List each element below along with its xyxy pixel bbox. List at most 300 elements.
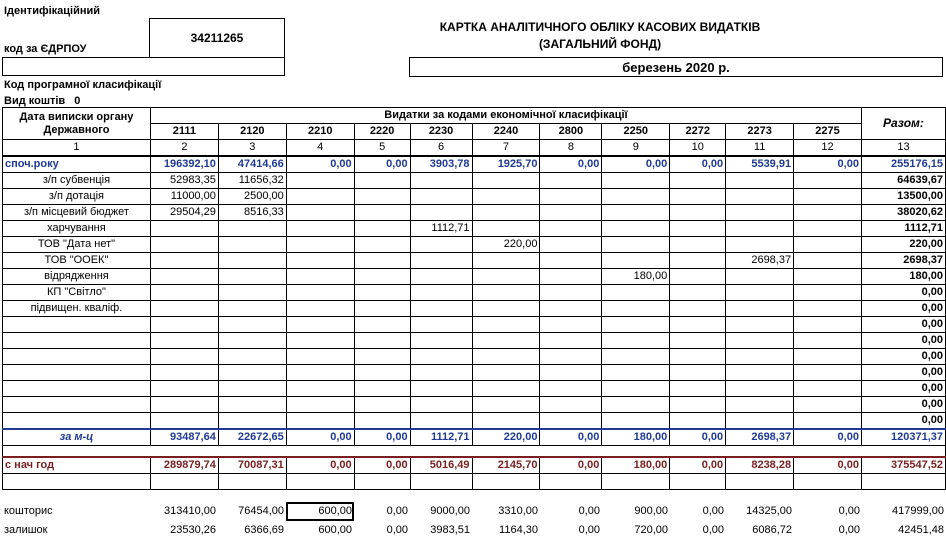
cell[interactable]: 5539,91 <box>726 156 794 173</box>
cell[interactable]: 2500,00 <box>218 189 286 205</box>
cell[interactable]: 220,00 <box>472 237 540 253</box>
cell[interactable] <box>670 221 726 237</box>
row-label[interactable]: з/п дотація <box>3 189 151 205</box>
row-label[interactable] <box>3 365 151 381</box>
cell[interactable]: 196392,10 <box>150 156 218 173</box>
cell[interactable] <box>670 253 726 269</box>
cell[interactable] <box>286 189 354 205</box>
cell[interactable] <box>602 333 670 349</box>
cell[interactable] <box>794 301 862 317</box>
cell[interactable] <box>670 269 726 285</box>
cell[interactable] <box>410 237 472 253</box>
row-label[interactable]: з/п субвенція <box>3 173 151 189</box>
cell[interactable] <box>472 474 540 490</box>
row-total[interactable]: 255176,15 <box>861 156 945 173</box>
cell[interactable] <box>602 349 670 365</box>
cell[interactable]: 0,00 <box>354 457 410 474</box>
cell[interactable] <box>540 253 602 269</box>
cell[interactable] <box>670 333 726 349</box>
row-total[interactable]: 0,00 <box>861 365 945 381</box>
cell[interactable]: 220,00 <box>472 429 540 446</box>
table-row <box>3 156 946 173</box>
cell[interactable]: 14325,00 <box>746 505 792 517</box>
row-label[interactable] <box>3 333 151 349</box>
cell[interactable] <box>286 474 354 490</box>
cell[interactable] <box>794 474 862 490</box>
cell[interactable]: 23530,26 <box>170 524 216 536</box>
row-total[interactable]: 0,00 <box>861 413 945 430</box>
cell[interactable] <box>794 237 862 253</box>
cell[interactable] <box>726 317 794 333</box>
cell[interactable] <box>286 253 354 269</box>
cell[interactable]: 11000,00 <box>150 189 218 205</box>
cell[interactable] <box>410 269 472 285</box>
cell[interactable] <box>286 221 354 237</box>
row-total[interactable]: 0,00 <box>861 285 945 301</box>
row-label[interactable] <box>3 397 151 413</box>
cell[interactable]: 0,00 <box>670 156 726 173</box>
cell[interactable] <box>218 269 286 285</box>
cell[interactable]: 0,00 <box>702 524 724 536</box>
cell[interactable]: 0,00 <box>286 457 354 474</box>
cell[interactable] <box>670 189 726 205</box>
remainder-label[interactable]: залишок <box>4 524 48 536</box>
cell[interactable]: 11656,32 <box>218 173 286 189</box>
cell[interactable]: 0,00 <box>670 457 726 474</box>
cell[interactable] <box>218 381 286 397</box>
row-label[interactable]: підвищен. кваліф. <box>3 301 151 317</box>
cell[interactable] <box>540 413 602 430</box>
cell[interactable] <box>726 269 794 285</box>
cell[interactable] <box>354 205 410 221</box>
cell[interactable] <box>286 317 354 333</box>
row-label[interactable]: споч.року <box>3 156 151 173</box>
cell[interactable]: 5016,49 <box>410 457 472 474</box>
cell[interactable] <box>286 349 354 365</box>
cell[interactable] <box>150 397 218 413</box>
cell[interactable] <box>150 349 218 365</box>
cell[interactable] <box>670 381 726 397</box>
cell[interactable] <box>286 285 354 301</box>
cell[interactable] <box>150 365 218 381</box>
cell[interactable] <box>218 349 286 365</box>
row-total[interactable]: 38020,62 <box>861 205 945 221</box>
spacer-row <box>3 446 946 458</box>
remainder-total[interactable]: 42451,48 <box>898 524 944 536</box>
cell[interactable] <box>150 381 218 397</box>
cell[interactable] <box>794 349 862 365</box>
cell[interactable] <box>540 474 602 490</box>
cell[interactable] <box>602 381 670 397</box>
row-label[interactable] <box>3 381 151 397</box>
cell[interactable]: 0,00 <box>578 505 600 517</box>
cell[interactable]: 2698,37 <box>726 429 794 446</box>
cell[interactable] <box>150 237 218 253</box>
estimate-label[interactable]: кошторис <box>4 505 53 517</box>
cell[interactable]: 3310,00 <box>498 505 538 517</box>
cell[interactable] <box>540 349 602 365</box>
cell[interactable] <box>150 474 218 490</box>
cell[interactable] <box>354 365 410 381</box>
cell[interactable] <box>150 253 218 269</box>
cell[interactable] <box>410 285 472 301</box>
cell[interactable] <box>410 365 472 381</box>
cell[interactable] <box>540 381 602 397</box>
cell[interactable] <box>286 413 354 430</box>
cell[interactable] <box>218 221 286 237</box>
cell[interactable] <box>540 173 602 189</box>
cell[interactable] <box>670 365 726 381</box>
cell[interactable]: 0,00 <box>602 156 670 173</box>
cell[interactable] <box>540 269 602 285</box>
cell[interactable] <box>354 349 410 365</box>
cell[interactable]: 0,00 <box>286 156 354 173</box>
cell[interactable]: 70087,31 <box>218 457 286 474</box>
cell[interactable] <box>670 173 726 189</box>
cell[interactable]: 0,00 <box>354 429 410 446</box>
cell[interactable]: 9000,00 <box>430 505 470 517</box>
cell[interactable]: 0,00 <box>794 457 862 474</box>
cell[interactable] <box>726 397 794 413</box>
cell[interactable] <box>472 397 540 413</box>
cell[interactable]: 2698,37 <box>726 253 794 269</box>
row-total[interactable]: 64639,67 <box>861 173 945 189</box>
row-total[interactable]: 0,00 <box>861 349 945 365</box>
cell[interactable] <box>410 301 472 317</box>
cell[interactable] <box>286 301 354 317</box>
cell[interactable] <box>726 237 794 253</box>
row-total[interactable]: 13500,00 <box>861 189 945 205</box>
col-number: 9 <box>602 140 670 157</box>
program-input-line[interactable] <box>2 57 285 76</box>
cell[interactable]: 180,00 <box>602 269 670 285</box>
cell[interactable] <box>602 365 670 381</box>
cell[interactable] <box>794 413 862 430</box>
cell[interactable] <box>602 173 670 189</box>
cell[interactable] <box>354 285 410 301</box>
cell[interactable] <box>540 397 602 413</box>
cell[interactable]: 29504,29 <box>150 205 218 221</box>
cell[interactable] <box>218 317 286 333</box>
cell[interactable] <box>472 205 540 221</box>
cell[interactable] <box>354 317 410 333</box>
cell[interactable]: 0,00 <box>540 429 602 446</box>
cell[interactable] <box>540 237 602 253</box>
cell[interactable]: 313410,00 <box>164 505 216 517</box>
code-2800: 2800 <box>540 124 602 140</box>
cell[interactable] <box>670 413 726 430</box>
cell[interactable] <box>218 301 286 317</box>
cell[interactable] <box>472 269 540 285</box>
table-row <box>3 413 946 430</box>
cell[interactable] <box>602 237 670 253</box>
row-label[interactable] <box>3 413 151 430</box>
row-label[interactable]: с нач год <box>3 457 151 474</box>
cell[interactable] <box>410 205 472 221</box>
cell[interactable] <box>794 221 862 237</box>
cell[interactable] <box>150 301 218 317</box>
cell[interactable] <box>286 269 354 285</box>
cell[interactable] <box>670 237 726 253</box>
cell[interactable]: 289879,74 <box>150 457 218 474</box>
cell[interactable] <box>286 237 354 253</box>
cell[interactable]: 93487,64 <box>150 429 218 446</box>
cell[interactable] <box>286 365 354 381</box>
cell[interactable] <box>410 333 472 349</box>
cell[interactable]: 52983,35 <box>150 173 218 189</box>
cell[interactable]: 0,00 <box>540 156 602 173</box>
cell[interactable] <box>150 221 218 237</box>
row-total[interactable]: 180,00 <box>861 269 945 285</box>
cell[interactable] <box>794 285 862 301</box>
cell[interactable] <box>794 333 862 349</box>
estimate-total[interactable]: 417999,00 <box>892 505 944 517</box>
cell[interactable] <box>150 317 218 333</box>
cell[interactable] <box>794 189 862 205</box>
cell[interactable] <box>354 221 410 237</box>
cell[interactable] <box>540 301 602 317</box>
cell[interactable] <box>150 285 218 301</box>
cell[interactable] <box>218 237 286 253</box>
cell[interactable] <box>602 317 670 333</box>
cell[interactable] <box>794 381 862 397</box>
cell[interactable]: 900,00 <box>634 505 668 517</box>
cell[interactable]: 47414,66 <box>218 156 286 173</box>
cell[interactable] <box>602 253 670 269</box>
cell[interactable] <box>726 349 794 365</box>
cell[interactable] <box>218 474 286 490</box>
cell[interactable] <box>472 285 540 301</box>
cell[interactable]: 22672,65 <box>218 429 286 446</box>
cell[interactable] <box>218 285 286 301</box>
cell[interactable] <box>726 205 794 221</box>
cell[interactable] <box>602 413 670 430</box>
cell[interactable] <box>726 413 794 430</box>
cell[interactable] <box>670 317 726 333</box>
cell[interactable]: 0,00 <box>386 524 408 536</box>
cell[interactable] <box>670 397 726 413</box>
cell[interactable]: 0,00 <box>838 505 860 517</box>
cell[interactable] <box>354 397 410 413</box>
cell[interactable]: 0,00 <box>578 524 600 536</box>
row-total[interactable]: 220,00 <box>861 237 945 253</box>
cell[interactable] <box>602 301 670 317</box>
cell[interactable]: 0,00 <box>540 457 602 474</box>
cell[interactable] <box>150 333 218 349</box>
row-label[interactable] <box>3 349 151 365</box>
cell[interactable]: 1112,71 <box>410 221 472 237</box>
row-label[interactable]: з/п місцевий бюджет <box>3 205 151 221</box>
cell[interactable] <box>670 301 726 317</box>
cell[interactable]: 3903,78 <box>410 156 472 173</box>
cell[interactable] <box>410 317 472 333</box>
period-cell[interactable] <box>409 57 943 77</box>
cell[interactable]: 8516,33 <box>218 205 286 221</box>
cell[interactable] <box>472 221 540 237</box>
cell[interactable]: 0,00 <box>794 429 862 446</box>
cell[interactable] <box>540 205 602 221</box>
cell[interactable] <box>540 189 602 205</box>
row-label[interactable]: ТОВ "Дата нет" <box>3 237 151 253</box>
cell[interactable] <box>540 333 602 349</box>
cell[interactable] <box>602 221 670 237</box>
table-row <box>3 205 946 221</box>
header-row-1 <box>3 108 946 124</box>
cell[interactable] <box>670 205 726 221</box>
cell[interactable] <box>286 397 354 413</box>
cell[interactable]: 0,00 <box>354 156 410 173</box>
cell[interactable]: 6086,72 <box>752 524 792 536</box>
cell[interactable] <box>472 413 540 430</box>
cell[interactable] <box>726 189 794 205</box>
cell[interactable] <box>726 474 794 490</box>
cell[interactable] <box>472 189 540 205</box>
row-label[interactable]: за м-ц <box>3 429 151 446</box>
cell[interactable] <box>540 365 602 381</box>
cell[interactable] <box>354 301 410 317</box>
cell[interactable] <box>602 205 670 221</box>
code-2120: 2120 <box>218 124 286 140</box>
cell[interactable] <box>794 205 862 221</box>
cell[interactable] <box>218 333 286 349</box>
cell[interactable] <box>602 397 670 413</box>
cell[interactable] <box>286 333 354 349</box>
cell[interactable] <box>726 221 794 237</box>
cell[interactable] <box>540 221 602 237</box>
cell[interactable] <box>472 301 540 317</box>
remainder-row <box>2 521 946 540</box>
cell[interactable] <box>794 397 862 413</box>
cell[interactable] <box>218 397 286 413</box>
cell[interactable] <box>410 474 472 490</box>
cell[interactable] <box>286 381 354 397</box>
cell[interactable] <box>354 381 410 397</box>
row-total[interactable]: 120371,37 <box>861 429 945 446</box>
row-total[interactable]: 375547,52 <box>861 457 945 474</box>
col-number: 1 <box>3 140 151 157</box>
cell[interactable] <box>540 285 602 301</box>
cell[interactable] <box>472 349 540 365</box>
cell[interactable] <box>726 285 794 301</box>
row-label[interactable]: ТОВ "ООЕК" <box>3 253 151 269</box>
cell[interactable] <box>726 301 794 317</box>
cell[interactable] <box>794 365 862 381</box>
cell[interactable] <box>218 253 286 269</box>
cell[interactable] <box>472 253 540 269</box>
cell[interactable] <box>354 474 410 490</box>
row-label[interactable] <box>3 317 151 333</box>
cell[interactable]: 2145,70 <box>472 457 540 474</box>
row-total[interactable]: 0,00 <box>861 333 945 349</box>
cell[interactable] <box>472 333 540 349</box>
cell[interactable]: 720,00 <box>634 524 668 536</box>
cell[interactable] <box>410 381 472 397</box>
cell[interactable]: 0,00 <box>386 505 408 517</box>
cell[interactable] <box>540 317 602 333</box>
cell[interactable] <box>602 474 670 490</box>
cell[interactable] <box>354 253 410 269</box>
row-total[interactable]: 0,00 <box>861 301 945 317</box>
cell[interactable]: 8238,28 <box>726 457 794 474</box>
cell[interactable] <box>726 333 794 349</box>
cell[interactable] <box>410 189 472 205</box>
cell[interactable]: 1112,71 <box>410 429 472 446</box>
cell[interactable] <box>410 173 472 189</box>
cell[interactable]: 1925,70 <box>472 156 540 173</box>
cell[interactable]: 0,00 <box>838 524 860 536</box>
cell[interactable] <box>472 365 540 381</box>
row-total[interactable]: 0,00 <box>861 397 945 413</box>
cell[interactable]: 0,00 <box>794 156 862 173</box>
cell[interactable]: 0,00 <box>670 429 726 446</box>
cell[interactable] <box>794 253 862 269</box>
cell[interactable]: 0,00 <box>702 505 724 517</box>
row-label[interactable]: КП "Світло" <box>3 285 151 301</box>
cell[interactable] <box>472 317 540 333</box>
cell[interactable] <box>794 269 862 285</box>
row-total[interactable]: 2698,37 <box>861 253 945 269</box>
cell[interactable] <box>670 474 726 490</box>
cell[interactable] <box>472 173 540 189</box>
cell[interactable]: 6366,69 <box>244 524 284 536</box>
row-total[interactable]: 0,00 <box>861 317 945 333</box>
cell[interactable]: 1164,30 <box>499 524 538 536</box>
cell[interactable] <box>726 173 794 189</box>
row-total[interactable]: 0,00 <box>861 381 945 397</box>
cell[interactable] <box>410 413 472 430</box>
cell[interactable]: 180,00 <box>602 457 670 474</box>
row-label[interactable]: харчування <box>3 221 151 237</box>
cell[interactable] <box>354 173 410 189</box>
row-label[interactable]: відрядження <box>3 269 151 285</box>
cell[interactable] <box>218 413 286 430</box>
cell[interactable]: 3983,51 <box>430 524 470 536</box>
cell[interactable] <box>410 253 472 269</box>
cell[interactable] <box>861 474 945 490</box>
cell[interactable] <box>472 381 540 397</box>
cell[interactable] <box>354 269 410 285</box>
cell[interactable] <box>354 237 410 253</box>
cell[interactable]: 600,00 <box>318 524 352 536</box>
cell[interactable] <box>670 349 726 365</box>
cell[interactable] <box>354 333 410 349</box>
cell[interactable] <box>286 173 354 189</box>
cell[interactable] <box>794 173 862 189</box>
cell[interactable] <box>726 381 794 397</box>
cell[interactable] <box>410 397 472 413</box>
cell[interactable] <box>670 285 726 301</box>
cell[interactable]: 180,00 <box>602 429 670 446</box>
cell[interactable] <box>150 269 218 285</box>
cell[interactable] <box>218 365 286 381</box>
cell[interactable] <box>410 349 472 365</box>
cell[interactable]: 0,00 <box>286 429 354 446</box>
cell[interactable] <box>286 205 354 221</box>
cell[interactable] <box>354 189 410 205</box>
cell[interactable] <box>602 189 670 205</box>
cell[interactable] <box>354 413 410 430</box>
cell[interactable] <box>150 413 218 430</box>
edrpou-cell[interactable] <box>149 18 285 58</box>
row-total[interactable]: 1112,71 <box>861 221 945 237</box>
cell[interactable] <box>794 317 862 333</box>
cell[interactable] <box>3 474 151 490</box>
cell[interactable]: 600,00 <box>286 502 354 521</box>
period-value: березень 2020 р. <box>622 59 730 75</box>
cell[interactable]: 76454,00 <box>238 505 284 517</box>
cell[interactable] <box>726 365 794 381</box>
cell[interactable] <box>602 285 670 301</box>
